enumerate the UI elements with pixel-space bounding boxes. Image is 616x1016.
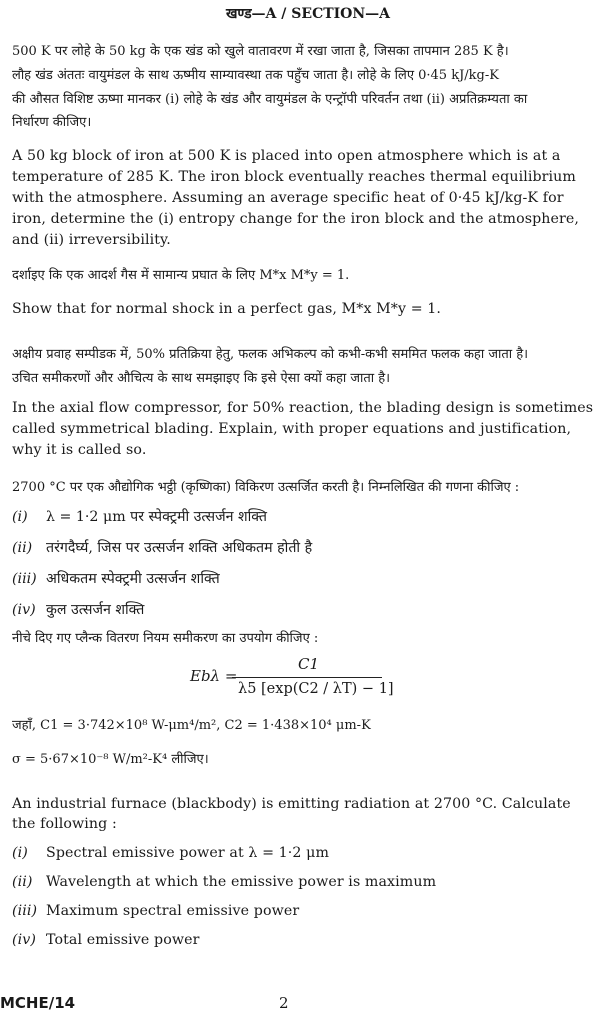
item-text: कुल उत्सर्जन शक्ति [46,602,145,618]
q1-english-line-2: temperature of 285 K. The iron block eventually reaches thermal equilibrium [12,169,576,185]
q2-english: Show that for normal shock in a perfect gas, M*x M*y = 1. [12,301,442,317]
q1-english-line-4: iron, determine the (i) entropy change for the iron block and the atmosphere, [12,211,580,227]
item-text: तरंगदैर्घ्य, जिस पर उत्सर्जन शक्ति अधिकतम होती है [46,540,313,556]
q4-english-item-1 [12,845,329,861]
q4-constants-line-2: σ = 5·67×10⁻⁸ W/m²-K⁴ लीजिए। [12,752,209,767]
item-text: Spectral emissive power at λ = 1·2 μm [46,845,330,861]
q4-hindi-item-1 [12,507,267,526]
q1-hindi-line-2: लौह खंड अंततः वायुमंडल के साथ ऊष्मीय साम्यावस्था तक पहुँच जाता है। लोहे के लिए 0·45 kJ/kg-K [12,68,499,83]
item-number: (iv) [12,932,37,948]
q3-hindi-line-1: अक्षीय प्रवाह सम्पीडक में, 50% प्रतिक्रिया हेतु, फलक अभिकल्प को कभी-कभी सममित फलक कहा जाता है। [12,347,529,362]
item-number: (iv) [12,602,36,618]
formula-lhs: Ebλ = [190,667,238,685]
q1-english-line-3: with the atmosphere. Assuming an average specific heat of 0·45 kJ/kg-K for [12,190,564,206]
q4-english-intro-1: An industrial furnace (blackbody) is emitting radiation at 2700 °C. Calculate [12,796,571,812]
q3-hindi-line-2: उचित समीकरणों और औचित्य के साथ समझाइए कि इसे ऐसा क्यों कहा जाता है। [12,371,391,386]
item-text: Wavelength at which the emissive power is maximum [46,874,437,890]
q3-english-line-3: why it is called so. [12,442,147,458]
item-number: (i) [12,845,28,861]
q4-english-intro-2: the following : [12,816,117,832]
q4-constants-line-1: जहाँ, C1 = 3·742×10⁸ W-μm⁴/m², C2 = 1·438×10⁴ μm-K [12,718,371,733]
q2-hindi: दर्शाइए कि एक आदर्श गैस में सामान्य प्रघात के लिए M*x M*y = 1. [12,268,350,283]
q1-hindi-line-3: की औसत विशिष्ट ऊष्मा मानकर (i) लोहे के खंड और वायुमंडल के एन्ट्रॉपी परिवर्तन तथा (ii) अप्रतिक्रम्यता का [12,92,528,107]
formula-numerator: C1 [298,655,320,673]
q4-english-item-2 [12,874,436,890]
planck-formula [190,655,430,703]
q1-english-line-1: A 50 kg block of iron at 500 K is placed into open atmosphere which is at a [12,148,561,164]
item-number: (iii) [12,903,38,919]
item-number: (iii) [12,571,37,587]
page-number: 2 [279,994,289,1012]
section-heading: खण्ड—A / SECTION—A [225,6,391,22]
item-number: (ii) [12,540,33,556]
item-text: अधिकतम स्पेक्ट्रमी उत्सर्जन शक्ति [46,571,220,587]
item-text: Total emissive power [46,932,200,948]
q4-hindi-intro: 2700 °C पर एक औद्योगिक भट्ठी (कृष्णिका) विकिरण उत्सर्जित करती है। निम्नलिखित की गणना कीजिए : [12,480,520,495]
item-text: Maximum spectral emissive power [46,903,300,919]
q4-hindi-item-3 [12,569,220,588]
q1-hindi-line-1: 500 K पर लोहे के 50 kg के एक खंड को खुले वातावरण में रखा जाता है, जिसका तापमान 285 K है। [12,44,509,59]
q4-hindi-use-formula: नीचे दिए गए प्लैन्क वितरण नियम समीकरण का उपयोग कीजिए : [12,631,319,646]
q4-hindi-item-4 [12,600,144,619]
q3-english-line-1: In the axial flow compressor, for 50% reaction, the blading design is sometimes [12,400,594,416]
q4-english-item-4 [12,932,199,948]
item-text: λ = 1·2 μm पर स्पेक्ट्रमी उत्सर्जन शक्ति [46,509,268,525]
q4-english-item-3 [12,903,299,919]
fraction-bar [232,677,382,678]
paper-code: MCHE/14 [0,994,76,1012]
q1-english-line-5: and (ii) irreversibility. [12,232,171,248]
formula-denominator: λ5 [exp(C2 / λT) − 1] [238,681,394,697]
q4-hindi-item-2 [12,538,312,557]
item-number: (ii) [12,874,33,890]
q1-hindi-line-4: निर्धारण कीजिए। [12,115,92,130]
q3-english-line-2: called symmetrical blading. Explain, with proper equations and justification, [12,421,572,437]
item-number: (i) [12,509,28,525]
